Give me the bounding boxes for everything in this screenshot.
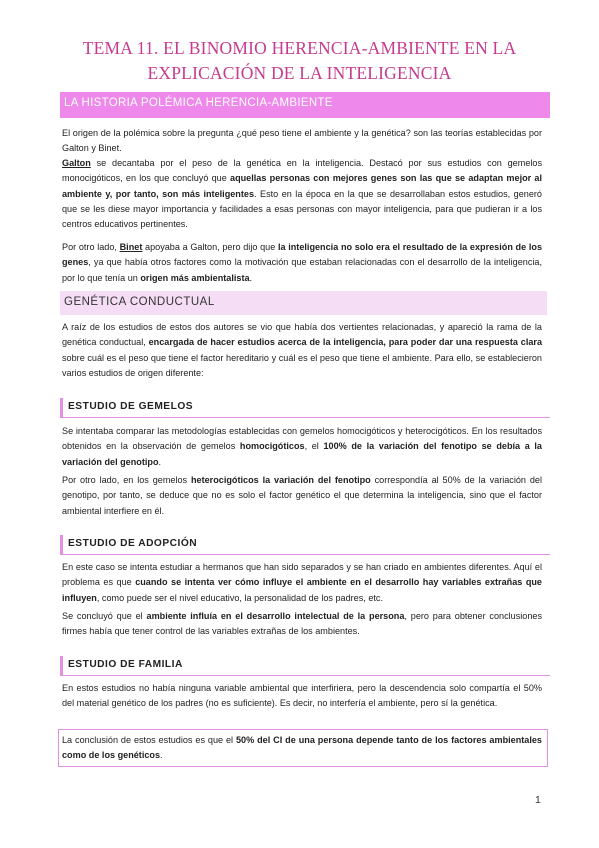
subheading-gemelos-text: ESTUDIO DE GEMELOS xyxy=(68,401,194,412)
section-heading-genetica-text: GENÉTICA CONDUCTUAL xyxy=(64,296,215,308)
subheading-familia-text: ESTUDIO DE FAMILIA xyxy=(68,659,183,670)
paragraph-gemelos-1: Se intentaba comparar las metodologías establecidas con gemelos homocigóticos y heterocigóticos. En los resultados obtenidos en la observación de gemelos homocigóticos, el 100% de la variación del fenotipo se debía a la variación del genotipo. xyxy=(62,426,542,467)
section-heading-historia-text: LA HISTORIA POLÉMICA HERENCIA-AMBIENTE xyxy=(64,97,333,109)
title-line-2: EXPLICACIÓN DE LA INTELIGENCIA xyxy=(147,63,452,83)
title-line-1: TEMA 11. EL BINOMIO HERENCIA-AMBIENTE EN LA xyxy=(82,38,517,58)
galton-name: Galton xyxy=(62,158,91,168)
paragraph-gemelos-2: Por otro lado, en los gemelos heterocigóticos la variación del fenotipo correspondía al 50% de la variación del genotipo, por tanto, se deduce que no es solo el factor genético el que determina la inteligencia, sino que el factor ambiental interfiere en él. xyxy=(62,475,543,516)
paragraph-galton: Galton se decantaba por el peso de la genética en la inteligencia. Destacó por sus estudios con gemelos monocigóticos, en los que concluyó que aquellas personas con mejores genes son las que se adaptan mejor al ambiente y, por tanto, son más inteligentes. Esto en la época en la que se desarrollaban estos estudios, generó que se les diese mayor importancia y facilidades a esas personas con mayor inteligencia, para que pudieran ir a los centros educativos pertinentes. xyxy=(62,158,542,230)
subheading-adopcion-text: ESTUDIO DE ADOPCIÓN xyxy=(68,538,198,549)
paragraph-1: El origen de la polémica sobre la pregunta ¿qué peso tiene el ambiente y la genética? son las teorías establecidas por Galton y Binet. xyxy=(62,128,542,154)
subheading-adopcion xyxy=(60,535,550,555)
binet-name: Binet xyxy=(119,242,143,252)
paragraph-genetica: A raíz de los estudios de estos dos autores se vio que había dos vertientes relacionadas, y apareció la rama de la genética conductual, encargada de hacer estudios acerca de la inteligencia, para poder dar una respuesta clara sobre cuál es el peso que tiene el factor hereditario y cuál es el peso que tiene el ambiente. Para ello, se establecieron varios estudios de origen diferente: xyxy=(62,322,542,378)
paragraph-binet: Por otro lado, Binet apoyaba a Galton, pero dijo que la inteligencia no solo era el resultado de la expresión de los genes, ya que había otros factores como la motivación que estaban relacionadas con el desarrollo de la inteligencia, por lo que tenía un origen más ambientalista. xyxy=(62,242,542,283)
page-number: 1 xyxy=(535,794,541,806)
paragraph-adopcion-1: En este caso se intenta estudiar a hermanos que han sido separados y se han criado en ambientes diferentes. Aquí el problema es que cuando se intenta ver cómo influye el ambiente en el desarrollo hay variables extrañas que influyen, como puede ser el nivel educativo, la personalidad de los padres, etc. xyxy=(62,562,542,603)
paragraph-conclusion: La conclusión de estos estudios es que el 50% del CI de una persona depende tanto de los factores ambientales como de los genéticos. xyxy=(62,735,542,761)
paragraph-familia: En estos estudios no había ninguna variable ambiental que interfiriera, pero la descendencia solo compartía el 50% del material genético de los padres (no es suficiente). Es decir, no interfería el ambiente, pero sí la genética. xyxy=(62,683,542,709)
subheading-gemelos xyxy=(60,398,550,418)
page-title xyxy=(40,36,559,86)
section-heading-genetica xyxy=(60,291,547,315)
subheading-familia xyxy=(60,656,550,676)
section-heading-historia xyxy=(60,92,550,118)
paragraph-adopcion-2: Se concluyó que el ambiente influía en el desarrollo intelectual de la persona, pero para obtener conclusiones firmes había que tener control de las variables extrañas de los ambientes. xyxy=(62,611,543,637)
